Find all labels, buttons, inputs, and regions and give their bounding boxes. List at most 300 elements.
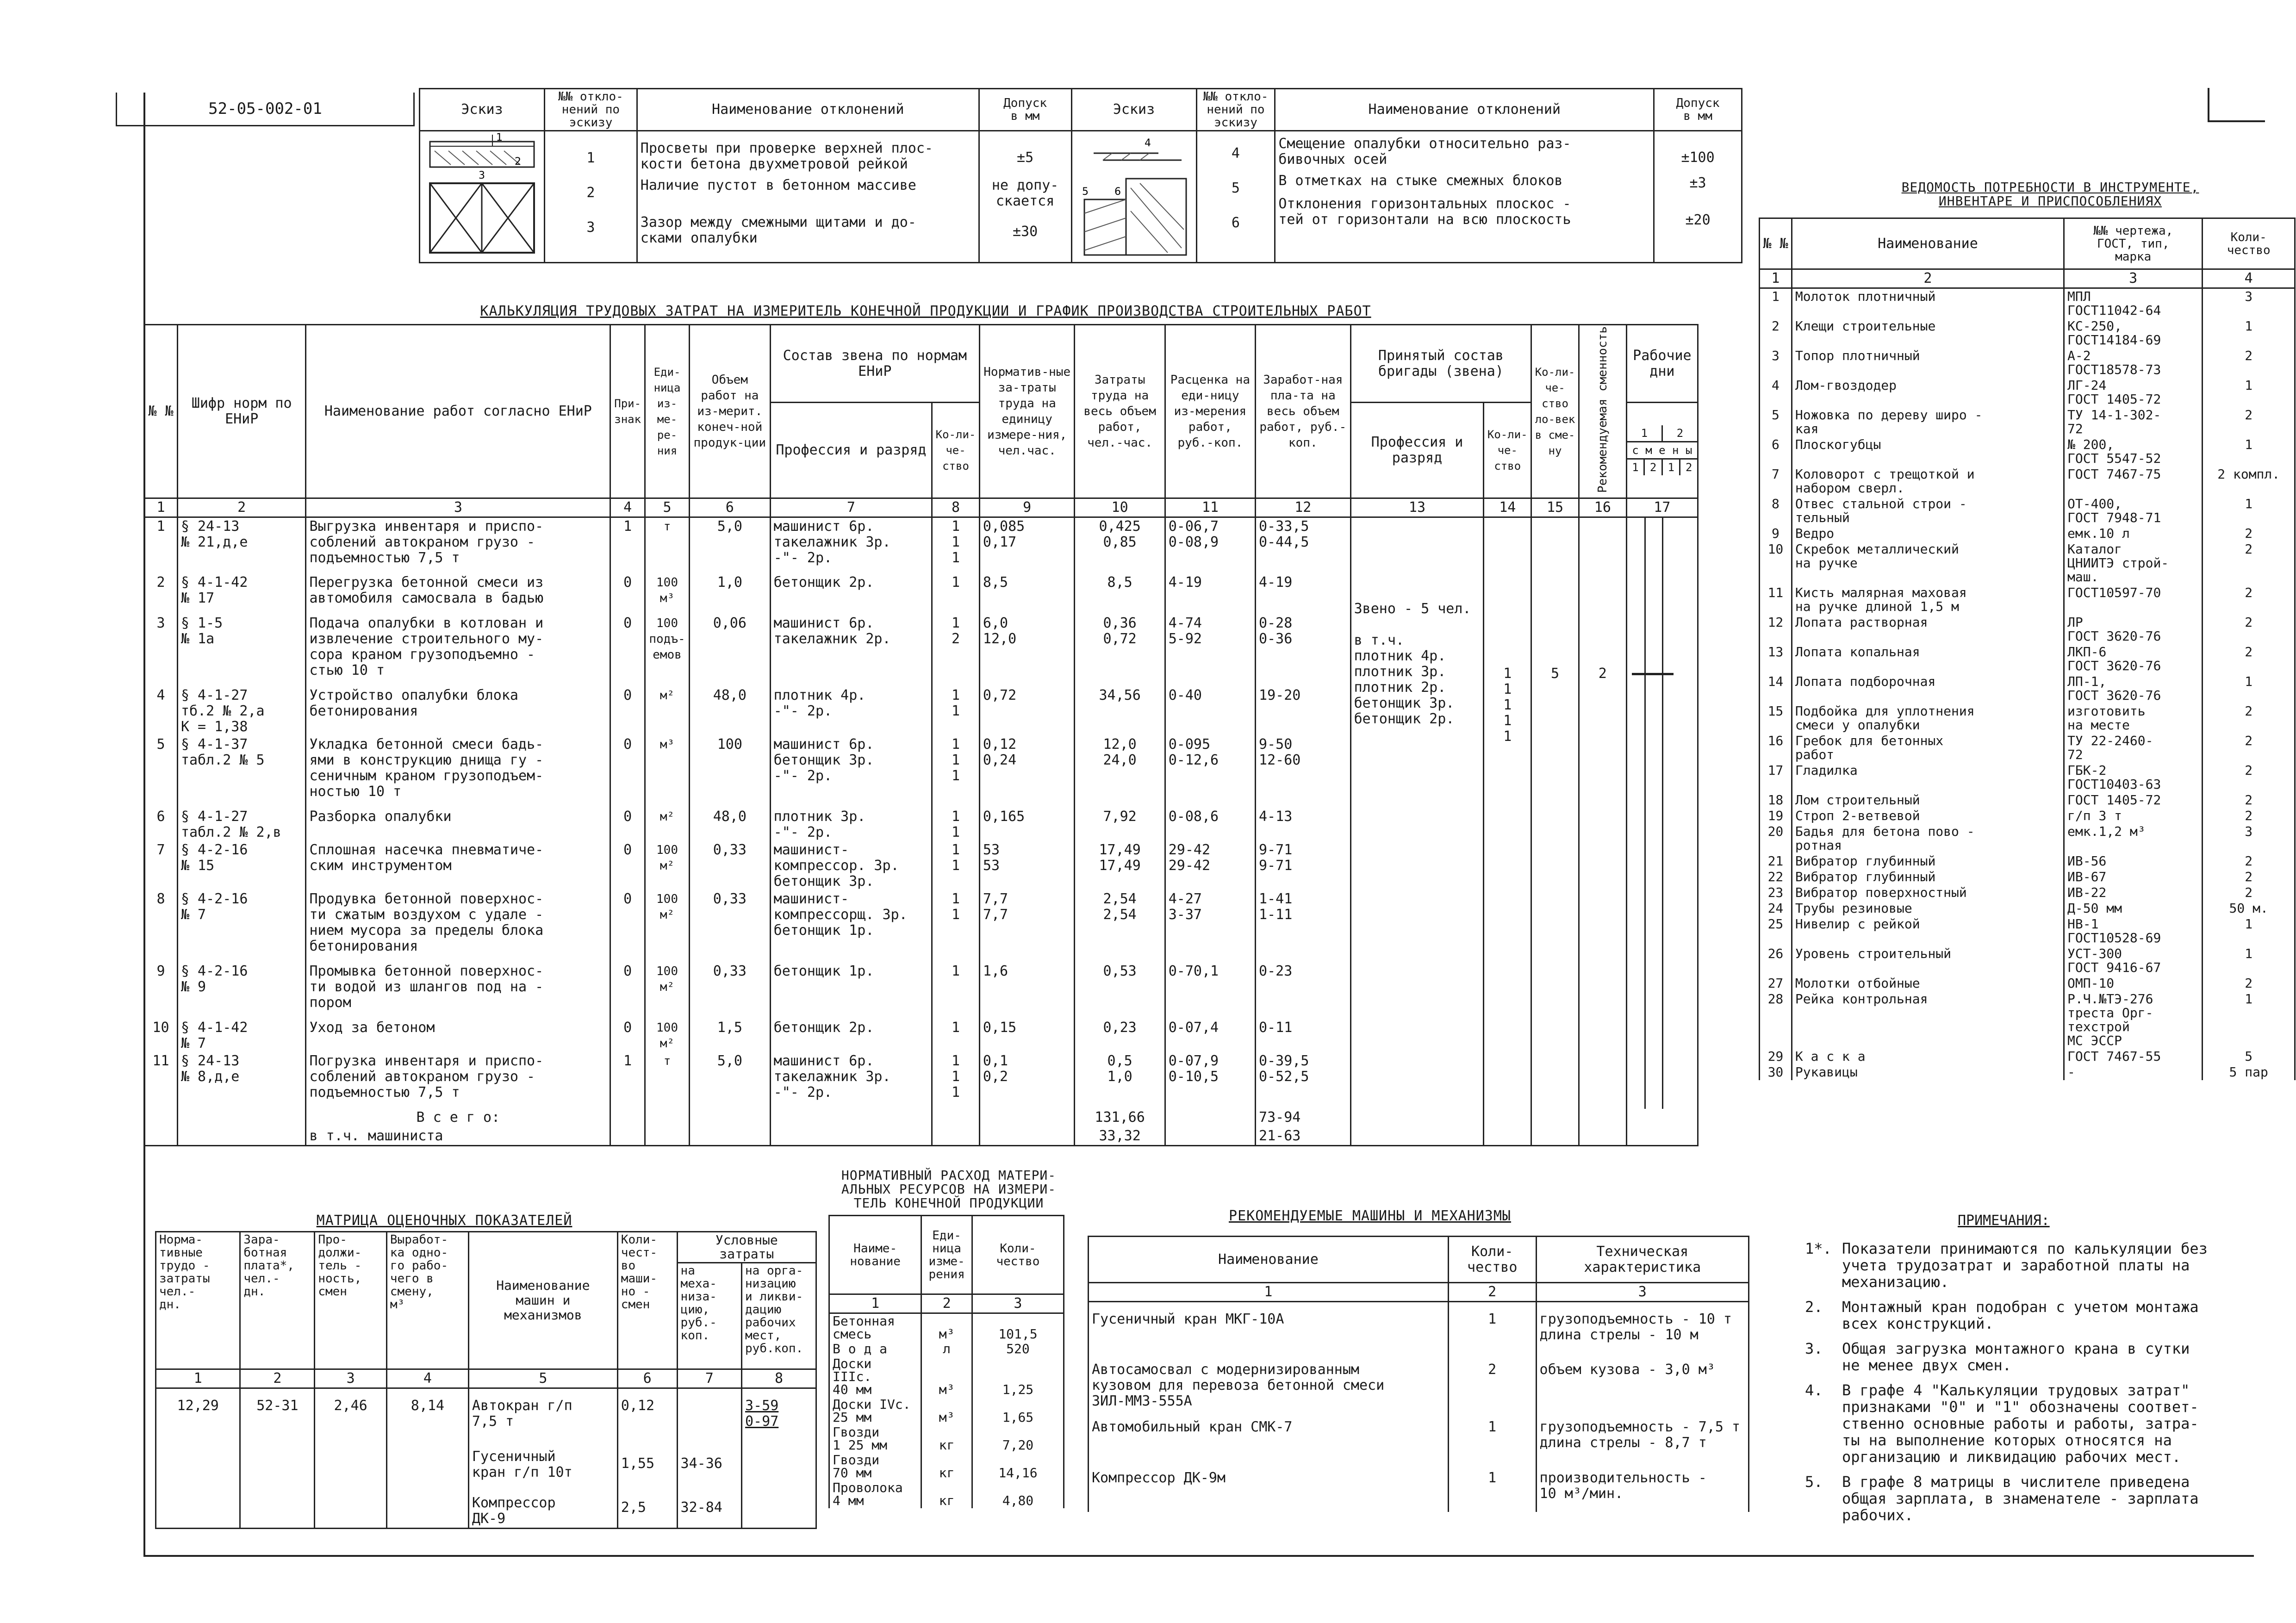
tool-row [1760,824,2295,853]
calc-table [143,324,1699,1146]
tool-cell: 2 [2203,853,2295,869]
tool-row [1760,644,2295,674]
calc-cell-qty: 1 1 [932,841,980,890]
total-row [144,1109,1698,1127]
incl-label: в т.ч. машиниста [306,1127,610,1146]
tol-nums-right: 4 5 6 [1196,131,1275,263]
calc-cell-unit: 100 м³ [645,574,690,615]
tool-cell: МПЛ ГОСТ11042-64 [2064,288,2203,319]
material-cell: 101,5 [972,1313,1064,1342]
tool-cell: Топор плотничный [1792,348,2064,378]
tool-cell: 50 м. [2203,901,2295,916]
calc-cell-n: 8 [144,890,178,963]
tool-cell: емк.1,2 м³ [2064,824,2203,853]
tool-row [1760,378,2295,407]
calc-cell-rate: 0-07,4 [1165,1019,1255,1052]
calc-cell-wage: 9-50 12-60 [1256,736,1351,808]
tool-cell: Вибратор поверхностный [1792,885,2064,901]
tool-cell: К а с к а [1792,1049,2064,1064]
note-number: 1*. [1805,1240,1832,1257]
matrix-cn: 7 [677,1369,741,1388]
machine-cell: Компрессор ДК-9м [1089,1461,1449,1512]
calc-cell-rate: 0-08,6 [1165,808,1255,841]
th-qty: Ко-ли-че-ство [932,403,980,498]
tool-cell: 18 [1760,792,1792,808]
matrix-val-duration: 2,46 [315,1388,387,1529]
doc-code: 52-05-002-01 [116,93,415,126]
material-row [829,1342,1064,1356]
tool-cell: 2 [2203,526,2295,541]
materials-table [828,1215,1064,1508]
tool-cell: 5 [2203,1049,2295,1064]
material-cell: м³ [921,1397,972,1425]
material-cell: кг [921,1480,972,1508]
tool-cell: 1 [2203,946,2295,976]
tool-row [1760,585,2295,615]
calc-cell-norm: 8,5 [979,574,1075,615]
calc-cell-wage: 0-33,5 0-44,5 [1256,517,1351,574]
tool-cell: 2 [2203,644,2295,674]
mach-cn: 1 [1089,1283,1449,1302]
calc-cell-sign: 0 [610,687,645,736]
tool-cell: ГОСТ 7467-75 [2064,466,2203,496]
tool-cell: ТУ 14-1-302- 72 [2064,407,2203,437]
matrix-title: МАТРИЦА ОЦЕНОЧНЫХ ПОКАЗАТЕЛЕЙ [316,1213,572,1229]
calc-cell-prof: машинист- компрессор. 3р. бетонщик 3р. [770,841,932,890]
tool-cell: НВ-1 ГОСТ10528-69 [2064,916,2203,946]
cn: 5 [645,498,690,517]
tool-row [1760,885,2295,901]
cn: 1 [144,498,178,517]
day-1: 1 [1641,427,1648,440]
th-c7: Состав звена по нормам ЕНиР [770,325,979,403]
incl-row [144,1127,1698,1146]
calc-cell-n: 5 [144,736,178,808]
cn: 17 [1626,498,1698,517]
matrix-th-org: на орга- низацию и ликви- дацию рабочих мест, руб.коп. [742,1263,816,1369]
material-row [829,1453,1064,1480]
tool-cell: 23 [1760,885,1792,901]
tool-cell: 3 [1760,348,1792,378]
mat-cn: 1 [829,1294,921,1313]
calc-cell-wage: 0-39,5 0-52,5 [1256,1052,1351,1109]
tool-row [1760,976,2295,991]
tool-cell: Лопата копальная [1792,644,2064,674]
cn: 3 [306,498,610,517]
tool-cell: 2 [2203,869,2295,885]
matrix-cn: 4 [386,1369,468,1388]
cn: 11 [1165,498,1255,517]
material-cell: Проволока 4 мм [829,1480,921,1508]
tool-cell: 2 [2203,808,2295,824]
calc-row [144,517,1698,574]
calc-cell-prof: бетонщик 1р. [770,963,932,1019]
machine-cell: 1 [1448,1461,1536,1512]
calc-cell-n: 3 [144,615,178,687]
tol-names-right [1275,131,1654,263]
matrix-th-3: Про- должи- тель - ность, смен [315,1232,387,1369]
calc-cell-labor: 0,53 [1075,963,1165,1019]
sketch-left [420,131,545,263]
tool-cell: 27 [1760,976,1792,991]
matrix-mech-2: 34-36 [680,1455,722,1472]
tol-value-4: ±100 [1681,149,1715,166]
tools-title: ВЕДОМОСТЬ ПОТРЕБНОСТИ В ИНСТРУМЕНТЕ, ИНВЕНТАРЕ И ПРИСПОСОБЛЕНИЯХ [1901,180,2199,209]
total-labor: 131,66 [1075,1109,1165,1127]
calc-cell-qty: 1 1 1 [932,517,980,574]
shift-1: 1 [1632,461,1639,474]
tol-values-right [1654,131,1742,263]
calc-cell-sign: 0 [610,736,645,808]
tool-cell: Коловорот с трещоткой и набором сверл. [1792,466,2064,496]
th-c1: № № [144,325,178,498]
machine-cell: 2 [1448,1353,1536,1410]
calc-cell-prof: машинист 6р. такелажник 3р. -"- 2р. [770,1052,932,1109]
matrix-qty-1: 0,12 [621,1398,655,1414]
tool-cell: Вибратор глубинный [1792,853,2064,869]
th-days [1626,403,1698,498]
calc-cell-norm: 1,6 [979,963,1075,1019]
calc-cell-unit: 100 м² [645,890,690,963]
tool-cell: емк.10 л [2064,526,2203,541]
tool-cell: Клещи строительные [1792,318,2064,348]
tool-cell: Рейка контрольная [1792,991,2064,1049]
calc-cell-rate: 4-27 3-37 [1165,890,1255,963]
tol-value-6: ±20 [1685,212,1711,228]
matrix-cn: 5 [468,1369,617,1388]
calc-cell-rate: 0-06,7 0-08,9 [1165,517,1255,574]
calc-cell-unit: 100 подъ- емов [645,615,690,687]
note-item [1805,1240,2268,1290]
tool-cell: 2 [1760,318,1792,348]
machine-cell: производительность - 10 м³/мин. [1536,1461,1748,1512]
calc-cell-labor: 0,5 1,0 [1075,1052,1165,1109]
cn: 16 [1579,498,1626,517]
tool-cell: 2 [2203,792,2295,808]
calc-title: КАЛЬКУЛЯЦИЯ ТРУДОВЫХ ЗАТРАТ НА ИЗМЕРИТЕЛЬ КОНЕЧНОЙ ПРОДУКЦИИ И ГРАФИК ПРОИЗВОДСТВА СТРОИТЕЛЬНЫХ РАБОТ [480,303,1371,319]
tool-cell: Рукавицы [1792,1064,2064,1080]
calc-cell-name: Уход за бетоном [306,1019,610,1052]
calc-cell-vol: 5,0 [689,517,770,574]
calc-cell-norm: 53 53 [979,841,1075,890]
calc-cell-prof: машинист 6р. такелажник 3р. -"- 2р. [770,517,932,574]
materials-title: НОРМАТИВНЫЙ РАСХОД МАТЕРИ- АЛЬНЫХ РЕСУРСОВ НА ИЗМЕРИ- ТЕЛЬ КОНЕЧНОЙ ПРОДУКЦИИ [841,1168,1057,1211]
tool-row [1760,991,2295,1049]
calc-cell-code: § 4-1-37 табл.2 № 5 [177,736,306,808]
tool-row [1760,526,2295,541]
mat-th-name: Наиме- нование [829,1216,921,1294]
th-num-2: №№ откло- нений по эскизу [1196,89,1275,131]
calc-cell-n: 1 [144,517,178,574]
calc-cell-name: Перегрузка бетонной смеси из автомобиля самосвала в бадью [306,574,610,615]
calc-cell-vol: 0,33 [689,890,770,963]
material-cell: Доски IIIс. 40 мм [829,1356,921,1397]
tool-cell: г/п 3 т [2064,808,2203,824]
tool-cell: 13 [1760,644,1792,674]
cn: 14 [1484,498,1531,517]
th-c13: Принятый состав бригады (звена) [1350,325,1531,403]
tool-cell: 10 [1760,541,1792,585]
cn: 13 [1350,498,1484,517]
tool-cell: Гребок для бетонных работ [1792,733,2064,763]
calc-cell-name: Разборка опалубки [306,808,610,841]
matrix-mech-1 [681,1398,738,1456]
notes-title: ПРИМЕЧАНИЯ: [1958,1213,2050,1229]
calc-cell-code: § 24-13 № 8,д,е [177,1052,306,1109]
shift-3: 1 [1661,460,1680,475]
tol-names-left [637,131,979,263]
cn: 6 [689,498,770,517]
tool-cell: 20 [1760,824,1792,853]
mach-th-name: Наименование [1089,1237,1449,1283]
tool-row [1760,916,2295,946]
th-c12: Заработ-ная пла-та на весь объем работ, руб.-коп. [1256,325,1351,498]
calc-cell-qty: 1 1 1 [932,736,980,808]
calc-cell-labor: 0,36 0,72 [1075,615,1165,687]
matrix-org [742,1388,816,1529]
cn: 9 [979,498,1075,517]
tool-cell: Строп 2-ветвевой [1792,808,2064,824]
calc-cell-prof: машинист 6р. такелажник 2р. [770,615,932,687]
calc-cell-code: § 4-2-16 № 9 [177,963,306,1019]
note-number: 2. [1805,1298,1823,1316]
th-qty-2: Ко-ли-че-ство [1484,403,1531,498]
calc-cell-norm: 7,7 7,7 [979,890,1075,963]
material-row [829,1397,1064,1425]
note-text: В графе 8 матрицы в числителе приведена общая зарплата, в знаменателе - зарплата рабочих. [1842,1473,2199,1524]
tool-cell: ГОСТ 1405-72 [2064,792,2203,808]
calc-cell-rate: 0-095 0-12,6 [1165,736,1255,808]
tool-cell: 3 [2203,288,2295,319]
notes-list [1805,1240,2268,1532]
machine-cell: 1 [1448,1302,1536,1353]
calc-cell-code: § 4-1-27 табл.2 № 2,в [177,808,306,841]
machine-cell: Автомобильный кран СМК-7 [1089,1410,1449,1461]
th-tol-2: Допуск в мм [1654,89,1742,131]
tool-cell: Отвес стальной строи - тельный [1792,496,2064,526]
calc-cell-labor: 34,56 [1075,687,1165,736]
calc-cell-norm: 6,0 12,0 [979,615,1075,687]
th-c10: Затраты труда на весь объем работ, чел.-час. [1075,325,1165,498]
material-cell: 14,16 [972,1453,1064,1480]
material-row [829,1480,1064,1508]
th-sketch-2: Эскиз [1071,89,1196,131]
tool-cell: ЛКП-6 ГОСТ 3620-76 [2064,644,2203,674]
tol-values-left [979,131,1071,263]
tools-th-qty: Коли- чество [2203,218,2295,269]
tool-row [1760,853,2295,869]
tool-cell: 8 [1760,496,1792,526]
calc-cell-labor: 8,5 [1075,574,1165,615]
calc-cell-prof: машинист- компрессорщ. 3р. бетонщик 1р. [770,890,932,963]
matrix-machines [468,1388,617,1529]
th-c2: Шифр норм по ЕНиР [177,325,306,498]
tool-row [1760,1049,2295,1064]
tool-cell: 2 компл. [2203,466,2295,496]
material-cell: 4,80 [972,1480,1064,1508]
calc-cell-unit: 100 м² [645,1019,690,1052]
note-item [1805,1299,2268,1332]
calc-col-numbers [144,498,1698,517]
cn: 15 [1531,498,1579,517]
matrix-th-1: Норма- тивные трудо - затраты чел.- дн. [156,1232,240,1369]
tol-name-1: Просветы при проверке верхней плос- кости бетона двухметровой рейкой [640,140,933,172]
calc-cell-sign: 1 [610,1052,645,1109]
tool-cell: Д-50 мм [2064,901,2203,916]
calc-cell-name: Выгрузка инвентаря и приспо- соблений автокраном грузо - подъемностью 7,5 т [306,517,610,574]
tool-row [1760,496,2295,526]
tool-cell: 2 [2203,541,2295,585]
calc-cell-name: Укладка бетонной смеси бадь- ями в конструкцию днища гу - сеничным краном грузоподъем- ностью 10 т [306,736,610,808]
calc-cell-n: 7 [144,841,178,890]
tol-value-1: ±5 [1017,149,1034,166]
calc-cell-unit: т [645,1052,690,1109]
tool-cell: А-2 ГОСТ18578-73 [2064,348,2203,378]
tool-row [1760,541,2295,585]
calc-cell-prof: бетонщик 2р. [770,1019,932,1052]
tools-th-gost: №№ чертежа, ГОСТ, тип, марка [2064,218,2203,269]
note-text: Общая загрузка монтажного крана в сутки не менее двух смен. [1842,1340,2190,1374]
tool-cell: Каталог ЦНИИТЭ строй- маш. [2064,541,2203,585]
tool-row [1760,615,2295,644]
material-cell: 7,20 [972,1425,1064,1453]
calc-cell-sign: 0 [610,808,645,841]
th-sketch: Эскиз [420,89,545,131]
calc-cell-code: § 1-5 № 1а [177,615,306,687]
calc-cell-norm: 0,15 [979,1019,1075,1052]
crew-cell: 5 [1531,517,1579,1109]
incl-labor: 33,32 [1075,1127,1165,1146]
th-c3: Наименование работ согласно ЕНиР [306,325,610,498]
tools-table [1759,218,2296,1080]
tool-cell: 30 [1760,1064,1792,1080]
tolerance-table [419,88,1742,263]
calc-cell-sign: 0 [610,574,645,615]
machine-cell: грузоподъемность - 10 т длина стрелы - 10 м [1536,1302,1748,1353]
tool-cell: 1 [2203,991,2295,1049]
calc-cell-qty: 1 2 [932,615,980,687]
note-text: В графе 4 "Калькуляции трудовых затрат" признаками "0" и "1" обозначены соответ- ственно основные работы и работы, затра- ты на выполнение которых относятся на организацию и ликвидацию рабочих мест. [1842,1381,2199,1466]
calc-cell-norm: 0,085 0,17 [979,517,1075,574]
matrix-th-mech: на меха- низа- цию, руб.- коп. [677,1263,741,1369]
calc-cell-wage: 1-41 1-11 [1256,890,1351,963]
calc-cell-norm: 0,12 0,24 [979,736,1075,808]
sketch-mark-5: 5 [1082,186,1089,198]
tool-cell: Р.Ч.№ТЭ-276 треста Орг- техстрой МС ЭССР [2064,991,2203,1049]
tool-cell: 26 [1760,946,1792,976]
bottom-border [143,1555,2254,1557]
calc-cell-wage: 0-23 [1256,963,1351,1019]
calc-cell-vol: 100 [689,736,770,808]
material-cell: 520 [972,1342,1064,1356]
th-c16 [1579,325,1626,498]
calc-cell-qty: 1 [932,1019,980,1052]
calc-cell-qty: 1 1 [932,808,980,841]
calc-cell-qty: 1 1 [932,687,980,736]
calc-cell-labor: 17,49 17,49 [1075,841,1165,890]
brigade-qty-cell: 1 1 1 1 1 [1484,517,1531,1109]
matrix-qty-2: 1,55 [621,1455,655,1472]
tool-cell: 21 [1760,853,1792,869]
calc-cell-rate: 0-70,1 [1165,963,1255,1019]
calc-cell-vol: 5,0 [689,1052,770,1109]
tool-cell: 1 [2203,318,2295,348]
calc-cell-unit: 100 м² [645,963,690,1019]
calc-cell-sign: 0 [610,890,645,963]
calc-cell-vol: 48,0 [689,687,770,736]
matrix-th-4: Выработ- ка одно- го рабо- чего в смену, м³ [386,1232,468,1369]
calc-cell-qty: 1 1 [932,890,980,963]
tool-cell: Уровень строительный [1792,946,2064,976]
tool-cell: 1 [2203,674,2295,703]
cn: 2 [177,498,306,517]
tool-cell: 3 [2203,824,2295,853]
calc-cell-labor: 0,23 [1075,1019,1165,1052]
matrix-th-6: Коли- чест- во маши- но - смен [617,1232,677,1369]
matrix-cn: 2 [240,1369,315,1388]
tool-row [1760,1064,2295,1080]
tool-cell: 25 [1760,916,1792,946]
note-item [1805,1474,2268,1524]
tool-cell: - [2064,1064,2203,1080]
tool-cell: Молоток плотничный [1792,288,2064,319]
tool-cell: 9 [1760,526,1792,541]
tool-row [1760,901,2295,916]
brigade-cell: Звено - 5 чел. в т.ч. плотник 4р. плотник 3р. плотник 2р. бетонщик 3р. бетонщик 2р. [1350,517,1484,1109]
matrix-val-wage: 52-31 [240,1388,315,1529]
tools-cn: 3 [2064,269,2203,288]
matrix-val-output: 8,14 [386,1388,468,1529]
schedule-cell [1626,517,1698,1109]
th-c5: Еди-ница из-ме-ре-ния [645,325,690,498]
tool-cell: 28 [1760,991,1792,1049]
tool-row [1760,318,2295,348]
tool-cell: ИВ-67 [2064,869,2203,885]
tool-cell: 2 [2203,976,2295,991]
material-row [829,1356,1064,1397]
calc-cell-qty: 1 1 1 [932,1052,980,1109]
shifts-cell: 2 [1579,517,1626,1109]
tool-cell: Гладилка [1792,763,2064,792]
calc-cell-unit: 100 м² [645,841,690,890]
tool-cell: ИВ-56 [2064,853,2203,869]
tool-cell: ЛГ-24 ГОСТ 1405-72 [2064,378,2203,407]
corner-mark [2208,88,2265,122]
tool-cell: 2 [2203,615,2295,644]
calc-cell-labor: 12,0 24,0 [1075,736,1165,808]
machine-row [1089,1410,1749,1461]
note-number: 5. [1805,1473,1823,1491]
cn: 4 [610,498,645,517]
calc-cell-unit: м² [645,687,690,736]
calc-cell-labor: 2,54 2,54 [1075,890,1165,963]
matrix-mech-3: 32-84 [680,1499,722,1516]
th-c11: Расценка на еди-ницу из-мерения работ, руб.-коп. [1165,325,1255,498]
calc-cell-name: Погрузка инвентаря и приспо- соблений автокраном грузо - подъемностью 7,5 т [306,1052,610,1109]
matrix-th-2: Зара- ботная плата*, чел.- дн. [240,1232,315,1369]
calc-cell-norm: 0,1 0,2 [979,1052,1075,1109]
matrix-qty-3: 2,5 [621,1499,646,1516]
material-row [829,1313,1064,1342]
material-row [829,1425,1064,1453]
tool-cell: Трубы резиновые [1792,901,2064,916]
tool-cell: 5 пар [2203,1064,2295,1080]
matrix-org-1: 3-59 0-97 [745,1398,779,1430]
tol-value-5: ±3 [1689,175,1706,191]
mat-cn: 3 [972,1294,1064,1313]
formwork-sketch-icon [423,132,541,257]
calc-cell-labor: 0,425 0,85 [1075,517,1165,574]
